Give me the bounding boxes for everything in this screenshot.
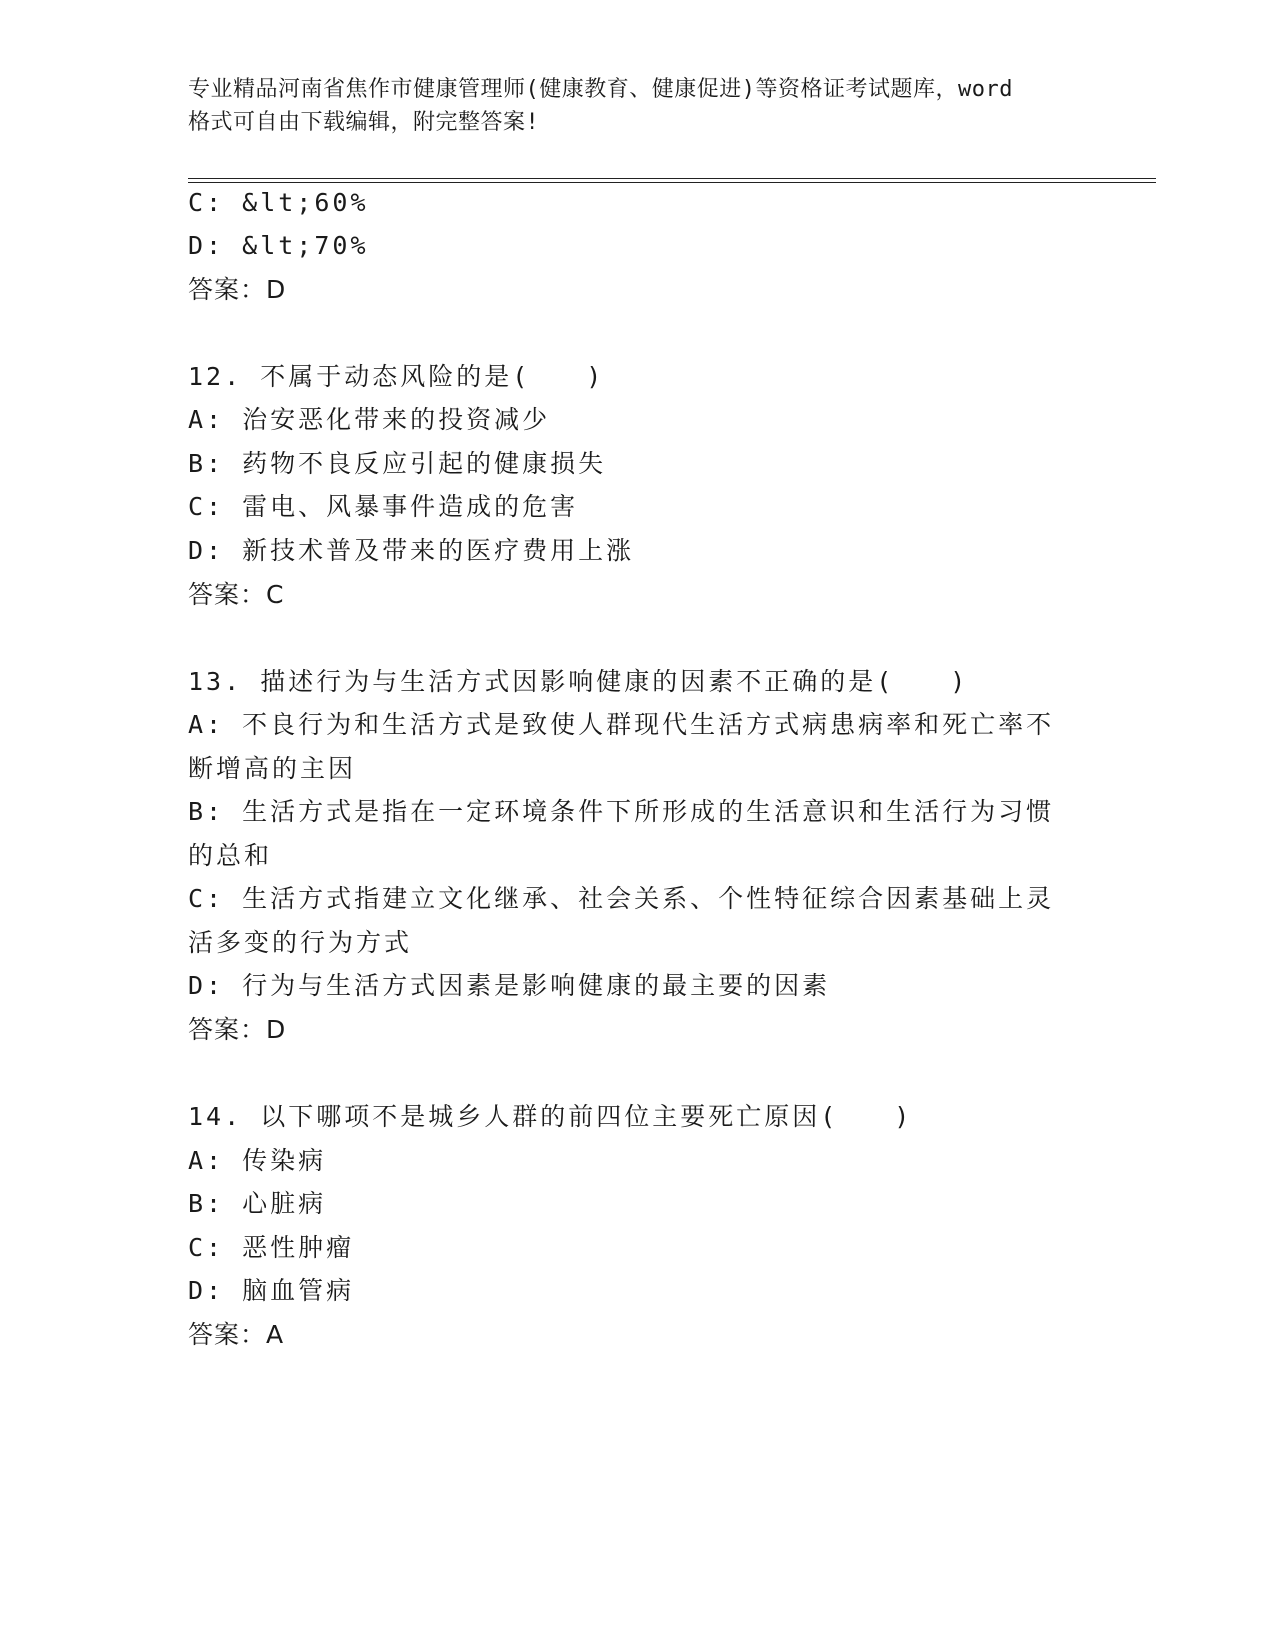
q13-title: 13. 描述行为与生活方式因影响健康的因素不正确的是( ) xyxy=(188,667,969,696)
q14-option-d: D: 脑血管病 xyxy=(188,1276,355,1305)
q13-option-d: D: 行为与生活方式因素是影响健康的最主要的因素 xyxy=(188,971,831,1000)
q13-option-b-line1: B: 生活方式是指在一定环境条件下所形成的生活意识和生活行为习惯 xyxy=(188,797,1055,826)
header-line-1: 专业精品河南省焦作市健康管理师(健康教育、健康促进)等资格证考试题库，word xyxy=(188,77,1013,102)
document-header xyxy=(188,73,1088,139)
q12-option-c: C: 雷电、风暴事件造成的危害 xyxy=(188,492,579,521)
q13-option-b-line2: 的总和 xyxy=(188,841,273,870)
header-double-rule xyxy=(188,178,1156,183)
q14-option-c: C: 恶性肿瘤 xyxy=(188,1233,355,1262)
q12-option-b: B: 药物不良反应引起的健康损失 xyxy=(188,449,607,478)
q11-option-d: D: &lt;70% xyxy=(188,231,369,260)
q14-answer: 答案：A xyxy=(188,1320,285,1349)
q14-option-a: A: 传染病 xyxy=(188,1146,327,1175)
q11-answer: 答案：D xyxy=(188,275,287,304)
q13-option-c-line2: 活多变的行为方式 xyxy=(188,928,413,957)
header-line-2: 格式可自由下载编辑，附完整答案! xyxy=(188,110,540,135)
q13-option-a-line1: A: 不良行为和生活方式是致使人群现代生活方式病患病率和死亡率不 xyxy=(188,710,1055,739)
q13-option-c-line1: C: 生活方式指建立文化继承、社会关系、个性特征综合因素基础上灵 xyxy=(188,884,1055,913)
q12-answer: 答案：C xyxy=(188,580,285,609)
q14-title: 14. 以下哪项不是城乡人群的前四位主要死亡原因( ) xyxy=(188,1102,913,1131)
q12-title: 12. 不属于动态风险的是( ) xyxy=(188,362,605,391)
q11-option-c: C: &lt;60% xyxy=(188,188,369,217)
q14-option-b: B: 心脏病 xyxy=(188,1189,327,1218)
q13-option-a-line2: 断增高的主因 xyxy=(188,754,357,783)
q12-option-a: A: 治安恶化带来的投资减少 xyxy=(188,405,551,434)
q13-answer: 答案：D xyxy=(188,1015,287,1044)
q12-option-d: D: 新技术普及带来的医疗费用上涨 xyxy=(188,536,635,565)
